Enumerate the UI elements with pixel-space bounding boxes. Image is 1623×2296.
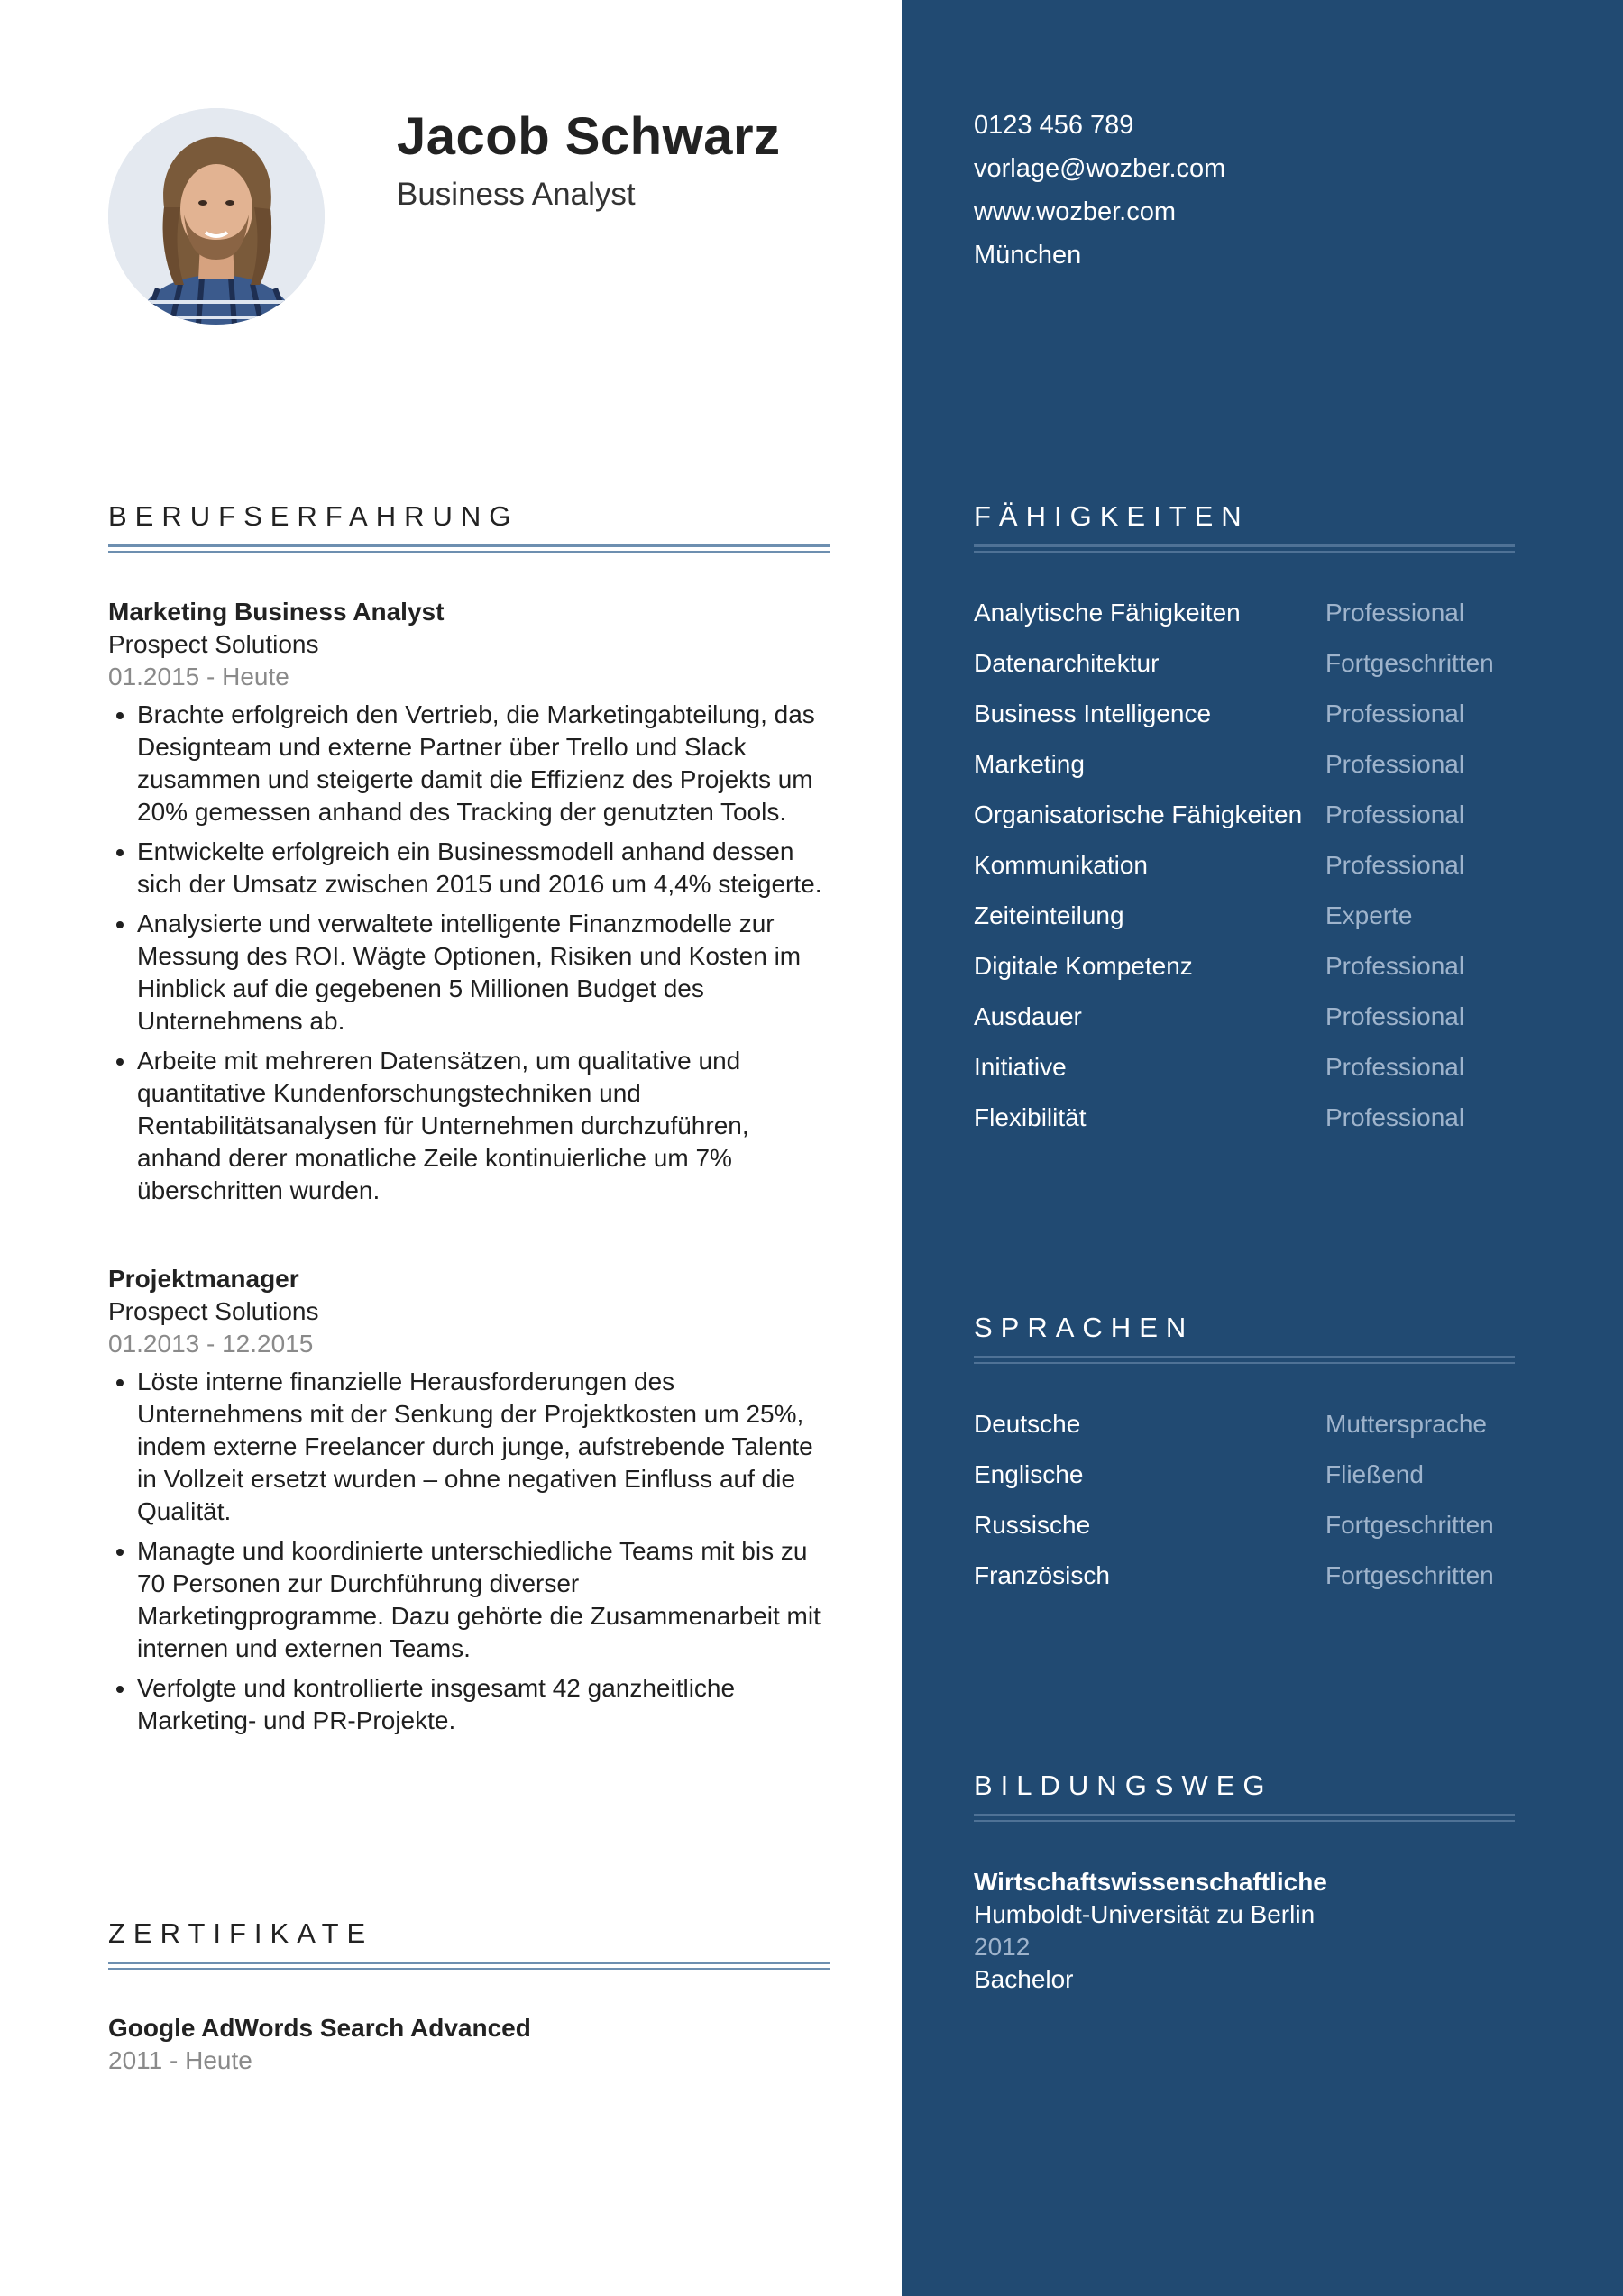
contact-info <box>974 104 1225 277</box>
job-dates: 01.2015 - Heute <box>108 663 289 691</box>
job-dates: 01.2013 - 12.2015 <box>108 1330 314 1358</box>
profile-photo <box>108 108 325 325</box>
job-bullet: • Brachte erfolgreich den Vertrieb, die Marketingabteilung, das Designteam und externe Partner über Trello und Slack zusammen und steigerte damit die Effizienz des Projekts um 20% gemessen anhand des Tracking der genutzten Tools. <box>137 699 830 828</box>
language-row <box>974 1460 1587 1496</box>
skill-name: Business Intelligence <box>974 700 1212 727</box>
skill-level: Professional <box>1325 1053 1465 1081</box>
education-school: Humboldt-Universität zu Berlin <box>974 1900 1316 1928</box>
skill-name: Datenarchitektur <box>974 649 1160 677</box>
language-level: Fließend <box>1325 1460 1424 1488</box>
job-company: Prospect Solutions <box>108 1297 319 1325</box>
skill-row <box>974 1002 1587 1038</box>
candidate-name: Jacob Schwarz <box>397 107 781 166</box>
education-level: Bachelor <box>974 1965 1074 1993</box>
education-degree: Wirtschaftswissenschaftliche <box>974 1868 1327 1896</box>
sidebar <box>902 0 1623 2296</box>
skill-level: Professional <box>1325 750 1465 778</box>
skill-name: Organisatorische Fähigkeiten <box>974 800 1303 828</box>
skill-level: Professional <box>1325 851 1465 879</box>
skill-row <box>974 851 1587 887</box>
job-entry <box>108 1263 830 1744</box>
language-name: Französisch <box>974 1561 1110 1589</box>
skill-name: Initiative <box>974 1053 1067 1081</box>
job-bullet: • Analysierte und verwaltete intelligente Finanzmodelle zur Messung des ROI. Wägte Optionen, Risiken und Kosten im Hinblick auf die gegebenen 5 Millionen Budget des Unternehmens ab. <box>137 908 830 1038</box>
skill-row <box>974 901 1587 938</box>
candidate-title: Business Analyst <box>397 177 636 212</box>
skill-row <box>974 800 1587 837</box>
language-name: Russische <box>974 1511 1091 1539</box>
skill-level: Fortgeschritten <box>1325 649 1494 677</box>
job-bullet: • Managte und koordinierte unterschiedliche Teams mit bis zu 70 Personen zur Durchführung diverser Marketingprogramme. Dazu gehörte die Zusammenarbeit mit internen und externen Teams. <box>137 1535 830 1665</box>
section-title-experience: BERUFSERFAHRUNG <box>108 500 519 532</box>
contact-city: München <box>974 241 1082 270</box>
skill-level: Professional <box>1325 1103 1465 1131</box>
skill-row <box>974 599 1587 635</box>
job-company: Prospect Solutions <box>108 630 319 658</box>
job-bullet: • Arbeite mit mehreren Datensätzen, um qualitative und quantitative Kundenforschungstechniken und Rentabilitätsanalysen für Unternehmen durchzuführen, anhand derer monatliche Zeile kontinuierliche um 7% überschritten wurden. <box>137 1045 830 1207</box>
job-bullet: • Verfolgte und kontrollierte insgesamt 42 ganzheitliche Marketing- und PR-Projekte. <box>137 1672 830 1737</box>
job-bullets <box>108 699 830 1207</box>
certificate-dates: 2011 - Heute <box>108 2046 252 2074</box>
skill-level: Professional <box>1325 599 1465 627</box>
skill-row <box>974 700 1587 736</box>
certificate-entry <box>108 2012 531 2077</box>
skill-name: Analytische Fähigkeiten <box>974 599 1241 627</box>
skill-row <box>974 1053 1587 1089</box>
skill-row <box>974 1103 1587 1139</box>
skill-name: Ausdauer <box>974 1002 1082 1030</box>
section-divider <box>974 1356 1515 1358</box>
section-title-education: BILDUNGSWEG <box>974 1770 1273 1801</box>
language-level: Fortgeschritten <box>1325 1561 1494 1589</box>
skill-row <box>974 952 1587 988</box>
section-title-skills: FÄHIGKEITEN <box>974 500 1250 532</box>
skill-level: Professional <box>1325 952 1465 980</box>
skill-level: Experte <box>1325 901 1413 929</box>
job-title: Marketing Business Analyst <box>108 598 445 626</box>
contact-website: www.wozber.com <box>974 197 1177 226</box>
skill-name: Digitale Kompetenz <box>974 952 1193 980</box>
skill-level: Professional <box>1325 800 1465 828</box>
language-row <box>974 1511 1587 1547</box>
job-entry <box>108 596 830 1214</box>
certificate-name: Google AdWords Search Advanced <box>108 2014 531 2042</box>
skill-name: Flexibilität <box>974 1103 1087 1131</box>
portrait-photo-icon <box>108 108 325 325</box>
skill-row <box>974 750 1587 786</box>
section-divider <box>108 544 830 547</box>
education-year: 2012 <box>974 1933 1031 1961</box>
contact-phone: 0123 456 789 <box>974 111 1134 140</box>
language-level: Muttersprache <box>1325 1410 1487 1438</box>
section-divider <box>974 544 1515 547</box>
skill-level: Professional <box>1325 1002 1465 1030</box>
job-title: Projektmanager <box>108 1265 299 1293</box>
language-row <box>974 1410 1587 1446</box>
section-title-languages: SPRACHEN <box>974 1312 1195 1343</box>
contact-email: vorlage@wozber.com <box>974 154 1226 183</box>
job-bullets <box>108 1366 830 1737</box>
language-name: Englische <box>974 1460 1084 1488</box>
skill-name: Zeiteinteilung <box>974 901 1124 929</box>
skill-row <box>974 649 1587 685</box>
section-title-certificates: ZERTIFIKATE <box>108 1917 374 1949</box>
language-name: Deutsche <box>974 1410 1081 1438</box>
skill-name: Kommunikation <box>974 851 1148 879</box>
job-bullet: • Entwickelte erfolgreich ein Businessmodell anhand dessen sich der Umsatz zwischen 2015 und 2016 um 4,4% steigerte. <box>137 836 830 901</box>
language-level: Fortgeschritten <box>1325 1511 1494 1539</box>
education-entry <box>974 1866 1327 1996</box>
skill-level: Professional <box>1325 700 1465 727</box>
job-bullet: • Löste interne finanzielle Herausforderungen des Unternehmens mit der Senkung der Projektkosten um 25%, indem externe Freelancer durch junge, aufstrebende Talente in Vollzeit ersetzt wurden – ohne negativen Einfluss auf die Qualität. <box>137 1366 830 1528</box>
section-divider <box>974 1814 1515 1816</box>
skill-name: Marketing <box>974 750 1085 778</box>
language-row <box>974 1561 1587 1597</box>
section-divider <box>108 1962 830 1964</box>
